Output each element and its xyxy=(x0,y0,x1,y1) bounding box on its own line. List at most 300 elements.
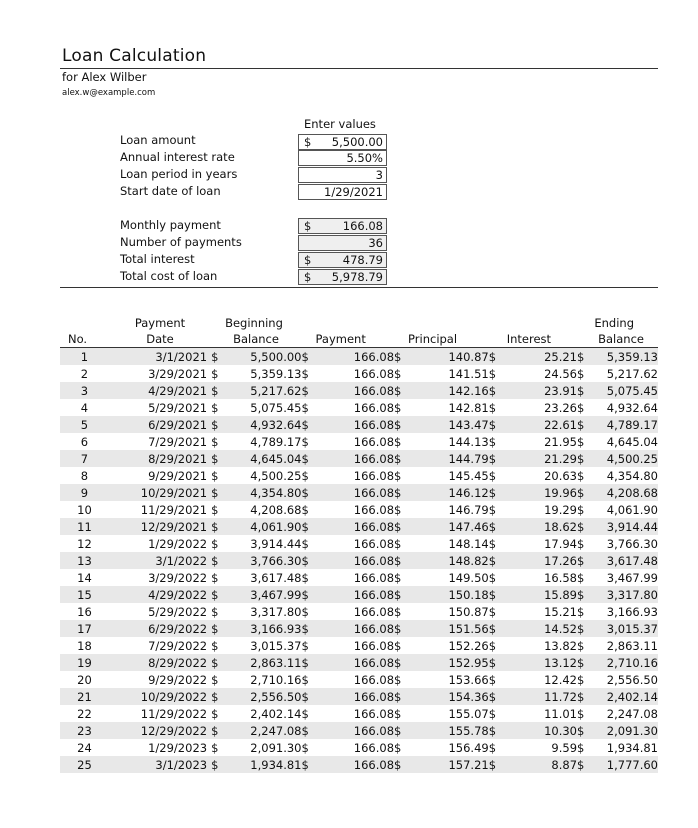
table-row xyxy=(60,484,658,501)
currency-symbol: $ xyxy=(394,552,405,569)
payment-number: 18 xyxy=(77,638,92,653)
currency-symbol: $ xyxy=(489,382,500,399)
payment-amount: 166.08 xyxy=(312,382,394,399)
currency-symbol: $ xyxy=(394,604,402,619)
currency-symbol: $ xyxy=(577,348,588,366)
payment-date: 3/1/2023 xyxy=(109,756,211,773)
payment-date: 8/29/2022 xyxy=(109,654,211,671)
table-row xyxy=(60,637,658,654)
currency-symbol: $ xyxy=(302,450,313,467)
payment-amount: 166.08 xyxy=(312,484,394,501)
payment-date: 9/29/2021 xyxy=(148,468,208,483)
start-date-label: Start date of loan xyxy=(120,184,221,198)
currency-symbol: $ xyxy=(211,638,219,653)
interest: 12.42 xyxy=(544,672,578,687)
beginning-balance: 4,208.68 xyxy=(250,502,302,517)
payment-number: 22 xyxy=(77,706,92,721)
ending-balance: 4,500.25 xyxy=(588,450,658,467)
beginning-balance: 1,934.81 xyxy=(222,756,302,773)
ending-balance: 3,166.93 xyxy=(606,604,658,619)
payment-amount: 166.08 xyxy=(312,654,394,671)
payment-date: 11/29/2021 xyxy=(140,502,208,517)
currency-symbol: $ xyxy=(394,688,405,705)
currency-symbol: $ xyxy=(301,706,309,721)
payment-number: 7 xyxy=(60,450,109,467)
currency-symbol: $ xyxy=(577,620,588,637)
payment-amount: 166.08 xyxy=(312,348,394,366)
beginning-balance: 5,075.45 xyxy=(250,400,302,415)
principal: 146.12 xyxy=(405,484,489,501)
currency-symbol: $ xyxy=(301,638,309,653)
monthly-payment-value: 166.08 xyxy=(342,219,383,233)
currency-symbol: $ xyxy=(301,672,309,687)
interest: 22.61 xyxy=(499,416,577,433)
currency-symbol: $ xyxy=(301,400,309,415)
payment-date: 4/29/2022 xyxy=(109,586,211,603)
start-date-value: 1/29/2021 xyxy=(324,185,383,199)
payment-date: 3/1/2021 xyxy=(109,348,211,366)
payment-date: 6/29/2022 xyxy=(109,620,211,637)
ending-balance: 5,359.13 xyxy=(588,348,658,366)
header-no: No. xyxy=(60,331,109,348)
currency-symbol: $ xyxy=(394,570,402,585)
table-row xyxy=(60,348,658,366)
number-of-payments-label: Number of payments xyxy=(120,235,242,249)
interest: 13.82 xyxy=(544,638,578,653)
start-date-field[interactable] xyxy=(298,184,387,200)
interest: 17.26 xyxy=(499,552,577,569)
principal: 153.66 xyxy=(448,672,489,687)
currency-symbol: $ xyxy=(302,620,313,637)
currency-symbol: $ xyxy=(211,706,219,721)
currency-symbol: $ xyxy=(211,382,222,399)
payment-amount: 166.08 xyxy=(353,706,395,721)
table-row xyxy=(60,382,658,399)
ending-balance: 2,091.30 xyxy=(588,722,658,739)
payment-number: 19 xyxy=(60,654,109,671)
section-divider xyxy=(60,287,658,288)
ending-balance: 3,467.99 xyxy=(606,570,658,585)
currency-symbol: $ xyxy=(301,740,309,755)
currency-symbol: $ xyxy=(394,348,405,366)
principal: 147.46 xyxy=(405,518,489,535)
payment-date: 11/29/2022 xyxy=(140,706,208,721)
currency-symbol: $ xyxy=(304,253,312,267)
monthly-payment-cell xyxy=(298,218,387,234)
total-cost-cell xyxy=(298,269,387,285)
currency-symbol: $ xyxy=(577,518,588,535)
beginning-balance: 4,932.64 xyxy=(222,416,302,433)
ending-balance: 4,208.68 xyxy=(588,484,658,501)
currency-symbol: $ xyxy=(211,688,222,705)
currency-symbol: $ xyxy=(394,654,405,671)
number-of-payments-cell xyxy=(298,235,387,251)
currency-symbol: $ xyxy=(211,450,222,467)
currency-symbol: $ xyxy=(211,536,219,551)
currency-symbol: $ xyxy=(577,586,588,603)
payment-amount: 166.08 xyxy=(312,416,394,433)
table-row xyxy=(60,416,658,433)
currency-symbol: $ xyxy=(211,434,219,449)
currency-symbol: $ xyxy=(488,434,497,449)
currency-symbol: $ xyxy=(488,672,497,687)
currency-symbol: $ xyxy=(489,722,500,739)
interest: 21.95 xyxy=(544,434,578,449)
currency-symbol: $ xyxy=(577,536,585,551)
currency-symbol: $ xyxy=(394,484,405,501)
interest: 21.29 xyxy=(499,450,577,467)
email: alex.w@example.com xyxy=(62,88,156,98)
currency-symbol: $ xyxy=(302,688,313,705)
currency-symbol: $ xyxy=(394,740,402,755)
payment-number: 4 xyxy=(80,400,89,415)
payment-date: 3/29/2022 xyxy=(148,570,208,585)
currency-symbol: $ xyxy=(488,366,497,381)
currency-symbol: $ xyxy=(489,756,500,773)
beginning-balance: 3,617.48 xyxy=(250,570,302,585)
interest: 19.29 xyxy=(544,502,578,517)
payment-amount: 166.08 xyxy=(353,502,395,517)
subtitle: for Alex Wilber xyxy=(62,70,147,84)
interest: 13.12 xyxy=(499,654,577,671)
payment-amount: 166.08 xyxy=(312,722,394,739)
table-row xyxy=(60,603,658,620)
principal: 156.49 xyxy=(448,740,489,755)
currency-symbol: $ xyxy=(489,620,500,637)
payment-date: 6/29/2021 xyxy=(109,416,211,433)
principal: 144.79 xyxy=(405,450,489,467)
currency-symbol: $ xyxy=(489,654,500,671)
payment-number: 21 xyxy=(60,688,109,705)
header-beginning-balance-2: Balance xyxy=(211,331,301,348)
currency-symbol: $ xyxy=(394,502,402,517)
loan-amount-field[interactable] xyxy=(298,134,387,150)
enter-values-heading: Enter values xyxy=(304,117,376,131)
ending-balance: 3,914.44 xyxy=(588,518,658,535)
table-row xyxy=(60,722,658,739)
currency-symbol: $ xyxy=(394,400,402,415)
payment-amount: 166.08 xyxy=(312,756,394,773)
currency-symbol: $ xyxy=(489,586,500,603)
payment-amount: 166.08 xyxy=(353,434,395,449)
payment-amount: 166.08 xyxy=(353,604,395,619)
currency-symbol: $ xyxy=(489,416,500,433)
payment-number: 1 xyxy=(60,348,109,366)
currency-symbol: $ xyxy=(211,366,219,381)
ending-balance: 4,061.90 xyxy=(606,502,658,517)
currency-symbol: $ xyxy=(577,416,588,433)
interest-rate-field[interactable] xyxy=(298,150,387,166)
header-beginning-balance-1: Beginning xyxy=(225,316,283,330)
currency-symbol: $ xyxy=(211,348,222,366)
principal: 154.36 xyxy=(405,688,489,705)
currency-symbol: $ xyxy=(211,672,219,687)
payment-number: 5 xyxy=(60,416,109,433)
beginning-balance: 4,645.04 xyxy=(222,450,302,467)
title-divider xyxy=(60,68,658,69)
principal: 149.50 xyxy=(448,570,489,585)
currency-symbol: $ xyxy=(301,434,309,449)
loan-amount-label: Loan amount xyxy=(120,133,196,147)
currency-symbol: $ xyxy=(211,604,219,619)
interest: 20.63 xyxy=(544,468,578,483)
ending-balance: 4,354.80 xyxy=(606,468,658,483)
currency-symbol: $ xyxy=(577,434,585,449)
beginning-balance: 4,789.17 xyxy=(250,434,302,449)
payment-amount: 166.08 xyxy=(353,400,395,415)
interest-rate-label: Annual interest rate xyxy=(120,150,235,164)
beginning-balance: 5,359.13 xyxy=(250,366,302,381)
total-cost-label: Total cost of loan xyxy=(120,269,218,283)
interest: 23.91 xyxy=(499,382,577,399)
total-interest-cell xyxy=(298,252,387,268)
number-of-payments-value: 36 xyxy=(368,236,383,250)
currency-symbol: $ xyxy=(394,382,405,399)
payment-date: 1/29/2022 xyxy=(148,536,208,551)
interest: 11.01 xyxy=(544,706,578,721)
payment-number: 3 xyxy=(60,382,109,399)
currency-symbol: $ xyxy=(301,536,309,551)
currency-symbol: $ xyxy=(394,722,405,739)
table-row xyxy=(60,535,658,552)
currency-symbol: $ xyxy=(394,434,402,449)
payment-amount: 166.08 xyxy=(353,570,395,585)
currency-symbol: $ xyxy=(489,552,500,569)
currency-symbol: $ xyxy=(577,688,588,705)
interest: 16.58 xyxy=(544,570,578,585)
principal: 151.56 xyxy=(405,620,489,637)
payment-date: 4/29/2021 xyxy=(109,382,211,399)
currency-symbol: $ xyxy=(302,722,313,739)
principal: 142.16 xyxy=(405,382,489,399)
currency-symbol: $ xyxy=(211,654,222,671)
currency-symbol: $ xyxy=(577,366,585,381)
interest: 18.62 xyxy=(499,518,577,535)
payment-number: 10 xyxy=(77,502,92,517)
currency-symbol: $ xyxy=(394,416,405,433)
currency-symbol: $ xyxy=(211,400,219,415)
currency-symbol: $ xyxy=(394,536,402,551)
principal: 144.13 xyxy=(448,434,489,449)
payment-number: 15 xyxy=(60,586,109,603)
table-row xyxy=(60,399,658,416)
table-row xyxy=(60,620,658,637)
table-row xyxy=(60,518,658,535)
currency-symbol: $ xyxy=(394,518,405,535)
ending-balance: 1,934.81 xyxy=(606,740,658,755)
beginning-balance: 2,091.30 xyxy=(250,740,302,755)
interest: 10.30 xyxy=(499,722,577,739)
page-title: Loan Calculation xyxy=(62,46,207,66)
payment-amount: 166.08 xyxy=(353,638,395,653)
currency-symbol: $ xyxy=(577,756,588,773)
currency-symbol: $ xyxy=(577,502,585,517)
payment-amount: 166.08 xyxy=(353,740,395,755)
loan-period-label: Loan period in years xyxy=(120,167,238,181)
payment-number: 14 xyxy=(77,570,92,585)
principal: 142.81 xyxy=(448,400,489,415)
payment-date: 9/29/2022 xyxy=(148,672,208,687)
interest: 25.21 xyxy=(499,348,577,366)
ending-balance: 2,863.11 xyxy=(606,638,658,653)
currency-symbol: $ xyxy=(577,654,588,671)
currency-symbol: $ xyxy=(394,450,405,467)
table-row xyxy=(60,433,658,450)
header-ending-balance-2: Balance xyxy=(577,331,658,348)
currency-symbol: $ xyxy=(211,552,222,569)
currency-symbol: $ xyxy=(577,382,588,399)
monthly-payment-label: Monthly payment xyxy=(120,218,221,232)
payment-number: 6 xyxy=(80,434,89,449)
header-payment-date-1: Payment xyxy=(134,316,186,330)
table-row xyxy=(60,586,658,603)
table-row xyxy=(60,569,658,586)
beginning-balance: 4,061.90 xyxy=(222,518,302,535)
table-row xyxy=(60,756,658,773)
currency-symbol: $ xyxy=(488,570,497,585)
currency-symbol: $ xyxy=(394,586,405,603)
amortization-table xyxy=(60,315,658,773)
payment-date: 1/29/2023 xyxy=(148,740,208,755)
currency-symbol: $ xyxy=(488,740,497,755)
principal: 140.87 xyxy=(405,348,489,366)
currency-symbol: $ xyxy=(211,756,222,773)
currency-symbol: $ xyxy=(302,654,313,671)
currency-symbol: $ xyxy=(577,552,588,569)
interest: 15.89 xyxy=(499,586,577,603)
ending-balance: 2,710.16 xyxy=(588,654,658,671)
currency-symbol: $ xyxy=(211,570,219,585)
currency-symbol: $ xyxy=(302,382,313,399)
table-row xyxy=(60,654,658,671)
payment-number: 17 xyxy=(60,620,109,637)
table-row xyxy=(60,671,658,688)
payment-amount: 166.08 xyxy=(353,468,395,483)
payment-amount: 166.08 xyxy=(312,518,394,535)
header-principal: Principal xyxy=(394,331,489,348)
principal: 152.26 xyxy=(448,638,489,653)
loan-period-field[interactable] xyxy=(298,167,387,183)
ending-balance: 4,645.04 xyxy=(606,434,658,449)
beginning-balance: 3,766.30 xyxy=(222,552,302,569)
currency-symbol: $ xyxy=(302,348,313,366)
payment-amount: 166.08 xyxy=(353,672,395,687)
interest: 11.72 xyxy=(499,688,577,705)
currency-symbol: $ xyxy=(211,586,222,603)
payment-date: 12/29/2022 xyxy=(109,722,211,739)
payment-date: 3/29/2021 xyxy=(148,366,208,381)
beginning-balance: 3,166.93 xyxy=(222,620,302,637)
interest: 17.94 xyxy=(544,536,578,551)
payment-amount: 166.08 xyxy=(312,620,394,637)
currency-symbol: $ xyxy=(577,570,585,585)
currency-symbol: $ xyxy=(394,620,405,637)
principal: 143.47 xyxy=(405,416,489,433)
payment-date: 8/29/2021 xyxy=(109,450,211,467)
payment-number: 24 xyxy=(77,740,92,755)
beginning-balance: 2,402.14 xyxy=(250,706,302,721)
principal: 155.78 xyxy=(405,722,489,739)
currency-symbol: $ xyxy=(488,400,497,415)
loan-period-value: 3 xyxy=(375,168,383,182)
total-interest-value: 478.79 xyxy=(342,253,383,267)
currency-symbol: $ xyxy=(302,518,313,535)
beginning-balance: 5,217.62 xyxy=(222,382,302,399)
schedule-body xyxy=(60,348,658,774)
currency-symbol: $ xyxy=(301,604,309,619)
beginning-balance: 2,247.08 xyxy=(222,722,302,739)
beginning-balance: 4,354.80 xyxy=(222,484,302,501)
principal: 150.87 xyxy=(448,604,489,619)
ending-balance: 3,617.48 xyxy=(588,552,658,569)
currency-symbol: $ xyxy=(488,706,497,721)
currency-symbol: $ xyxy=(577,740,585,755)
payment-date: 3/1/2022 xyxy=(109,552,211,569)
currency-symbol: $ xyxy=(301,366,309,381)
currency-symbol: $ xyxy=(577,400,585,415)
ending-balance: 2,556.50 xyxy=(606,672,658,687)
payment-number: 25 xyxy=(60,756,109,773)
payment-amount: 166.08 xyxy=(312,688,394,705)
currency-symbol: $ xyxy=(577,468,585,483)
payment-date: 10/29/2022 xyxy=(109,688,211,705)
currency-symbol: $ xyxy=(302,756,313,773)
currency-symbol: $ xyxy=(577,638,585,653)
principal: 141.51 xyxy=(448,366,489,381)
principal: 146.79 xyxy=(448,502,489,517)
currency-symbol: $ xyxy=(394,672,402,687)
beginning-balance: 4,500.25 xyxy=(250,468,302,483)
table-row xyxy=(60,450,658,467)
header-ending-balance-1: Ending xyxy=(594,316,634,330)
currency-symbol: $ xyxy=(302,484,313,501)
payment-number: 8 xyxy=(80,468,89,483)
beginning-balance: 3,317.80 xyxy=(250,604,302,619)
currency-symbol: $ xyxy=(577,706,585,721)
currency-symbol: $ xyxy=(211,740,219,755)
payment-number: 13 xyxy=(60,552,109,569)
currency-symbol: $ xyxy=(304,135,312,149)
currency-symbol: $ xyxy=(394,756,405,773)
payment-number: 20 xyxy=(77,672,92,687)
table-row xyxy=(60,552,658,569)
currency-symbol: $ xyxy=(489,450,500,467)
currency-symbol: $ xyxy=(577,450,588,467)
currency-symbol: $ xyxy=(211,502,219,517)
beginning-balance: 2,710.16 xyxy=(250,672,302,687)
ending-balance: 3,317.80 xyxy=(588,586,658,603)
currency-symbol: $ xyxy=(301,570,309,585)
currency-symbol: $ xyxy=(394,468,402,483)
currency-symbol: $ xyxy=(489,348,500,366)
currency-symbol: $ xyxy=(211,518,222,535)
currency-symbol: $ xyxy=(211,416,222,433)
ending-balance: 5,075.45 xyxy=(588,382,658,399)
interest: 8.87 xyxy=(499,756,577,773)
total-cost-value: 5,978.79 xyxy=(331,270,383,284)
currency-symbol: $ xyxy=(211,722,222,739)
currency-symbol: $ xyxy=(489,518,500,535)
payment-date: 5/29/2021 xyxy=(148,400,208,415)
table-row xyxy=(60,739,658,756)
currency-symbol: $ xyxy=(489,484,500,501)
currency-symbol: $ xyxy=(302,552,313,569)
currency-symbol: $ xyxy=(488,502,497,517)
currency-symbol: $ xyxy=(577,604,585,619)
payment-amount: 166.08 xyxy=(353,536,395,551)
currency-symbol: $ xyxy=(302,416,313,433)
header-payment: Payment xyxy=(302,331,395,348)
